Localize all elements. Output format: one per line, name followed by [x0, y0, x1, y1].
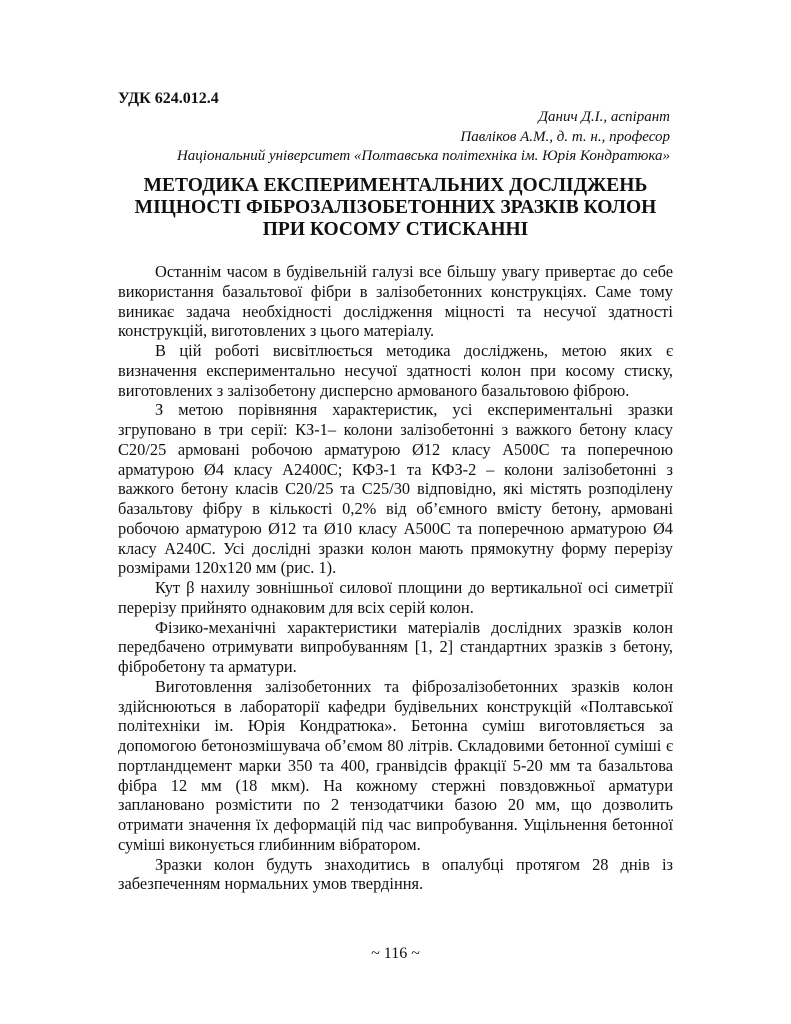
- paragraph: Кут β нахилу зовнішньої силової площини до вертикальної осі симетрії перерізу прийнято однаковим для всіх серій колон.: [118, 578, 674, 617]
- title-line: МЕТОДИКА ЕКСПЕРИМЕНТАЛЬНИХ ДОСЛІДЖЕНЬ: [143, 175, 648, 196]
- paragraph: Зразки колон будуть знаходитись в опалубці протягом 28 днів із забезпеченням нормальних умов твердіння.: [118, 854, 673, 894]
- paragraph: Виготовлення залізобетонних та фіброзалізобетонних зразків колон здійснюються в лабораторії кафедри будівельних конструкцій «Полтавської політехніки ім. Юрія Кондратюка». Бетонна суміш виготовляється за допомогою бетонозмішувача об’ємом 80 літрів. Складовими бетонної суміші є портландцемент марки 350 та 400, гранвідсів фракції 5-20 мм та базальтова фібра 12 мм (18 мкм). На кожному стержні повздовжньої арматури заплановано розмістити по 2 тензодатчики базою 20 мм, що дозволить отримати значення їх деформацій під час випробування. Ущільнення бетонної суміші виконується глибинним вібратором.: [118, 676, 673, 854]
- affiliation: Національний університет «Полтавська політехніка ім. Юрія Кондратюка»: [176, 148, 670, 164]
- authors-block: [177, 108, 670, 167]
- paragraph: З метою порівняння характеристик, усі експериментальні зразки згруповано в три серії: КЗ-1– колони залізобетонні з важкого бетону класу С20/25 армовані робочою арматурою Ø12 класу А500С та поперечною арматурою Ø4 класу А2400С; КФЗ-1 та КФЗ-2 – колони залізобетонні з важкого бетону класів С20/25 та С25/30 відповідно, які містять розподілену базальтову фібру в кількості 0,2% від об’ємного вмісту бетону, армовані робочою арматурою Ø12 та Ø10 класу А500С та поперечною арматурою Ø4 класу А240С. Усі дослідні зразки колон мають прямокутну форму перерізу розмірами 120х120 мм (рис. 1).: [118, 400, 673, 578]
- author-1: Данич Д.І., аспірант: [538, 109, 670, 125]
- article-title: [118, 175, 673, 241]
- page-number: ~ 116 ~: [371, 945, 420, 962]
- paragraph: В цій роботі висвітлюється методика досліджень, метою яких є визначення експериментально несучої здатності колон при косому стиску, виготовлених з залізобетону дисперсно армованого базальтовою фіброю.: [118, 341, 673, 400]
- paragraph: Останнім часом в будівельній галузі все більшу увагу привертає до себе використання базальтової фібри в залізобетонних конструкціях. Саме тому виникає задача необхідності дослідження міцності та несучої здатності конструкцій, виготовлених з цього матеріалу.: [118, 262, 673, 341]
- paragraph: Фізико-механічні характеристики матеріалів дослідних зразків колон передбачено отримувати випробуванням [1, 2] стандартних зразків з бетону, фібробетону та арматури.: [118, 617, 673, 676]
- title-line: МІЦНОСТІ ФІБРОЗАЛІЗОБЕТОННИХ ЗРАЗКІВ КОЛОН: [134, 197, 657, 218]
- author-2: Павліков А.М., д. т. н., професор: [460, 128, 670, 145]
- article-body: [118, 262, 673, 894]
- title-line: ПРИ КОСОМУ СТИСКАННІ: [262, 219, 529, 240]
- udk-code: УДК 624.012.4: [118, 90, 219, 107]
